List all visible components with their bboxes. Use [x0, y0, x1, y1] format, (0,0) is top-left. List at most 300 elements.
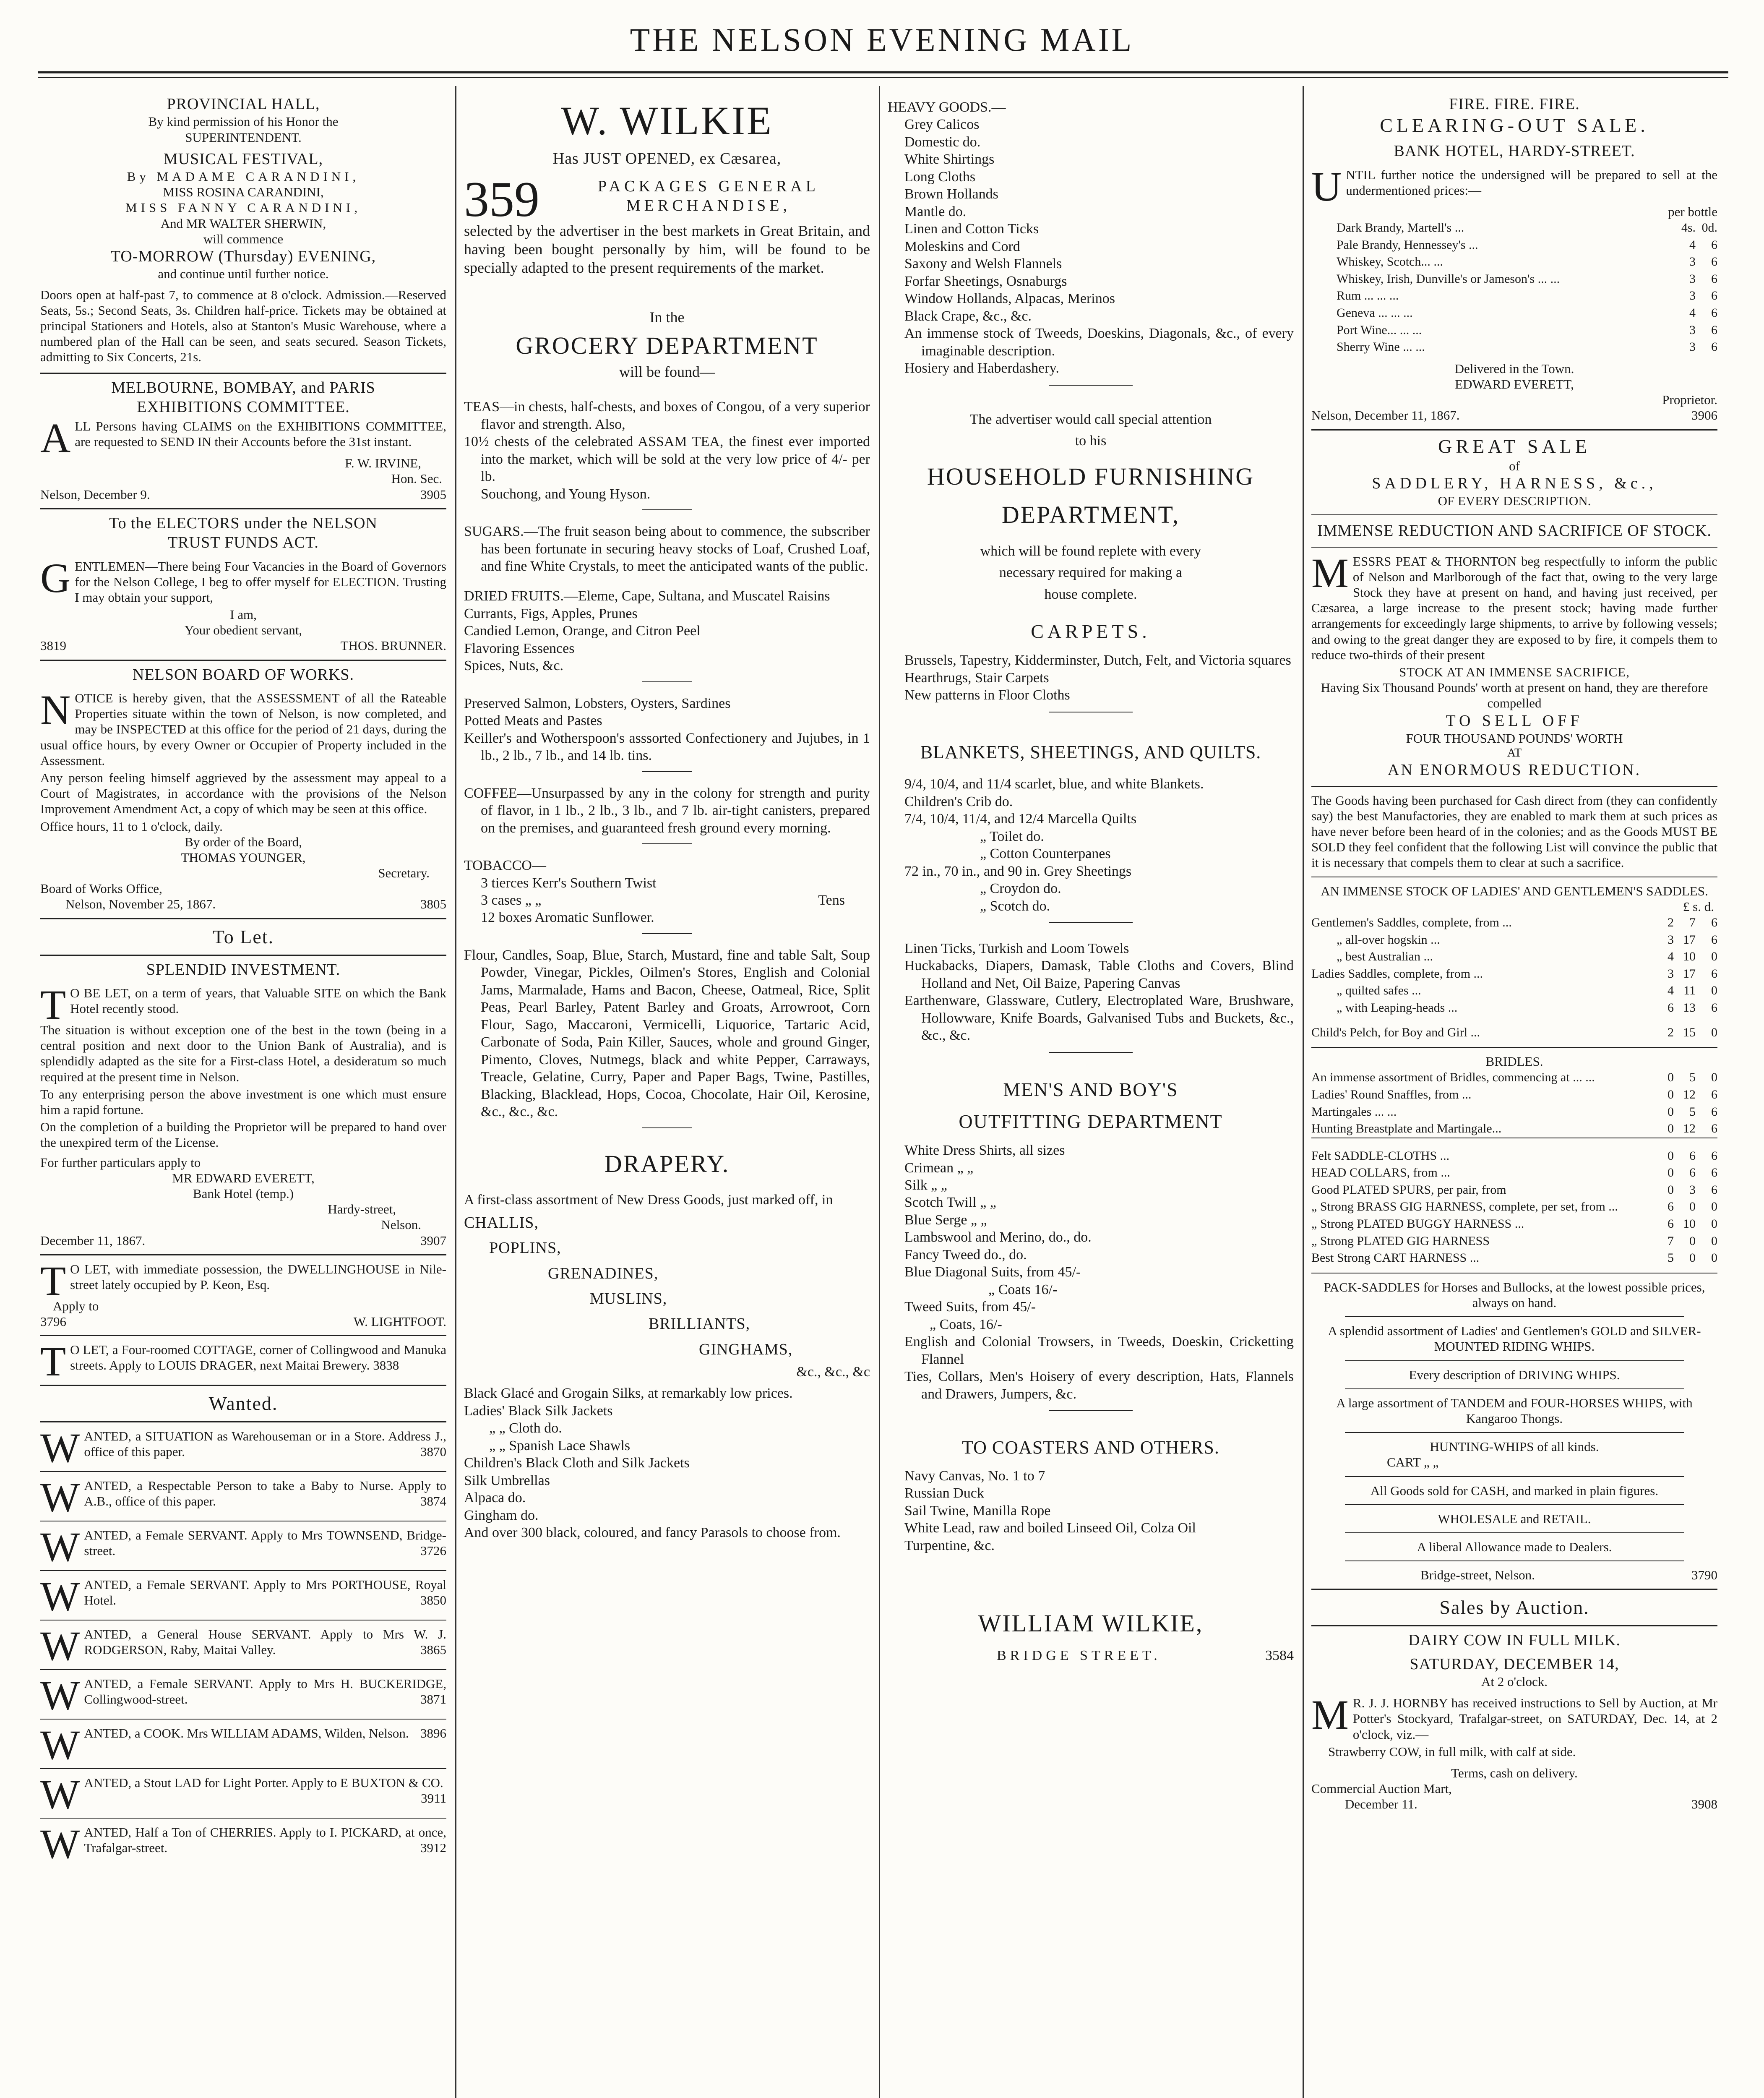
date: Nelson, December 9. — [40, 487, 150, 502]
exhibitions-committee-ad — [40, 374, 446, 509]
ad-line: CART „ „ — [1387, 1455, 1439, 1470]
table-row: Gentlemen's Saddles, complete, from ... 2 7 6 — [1311, 915, 1717, 929]
ad-line: OF EVERY DESCRIPTION. — [1438, 493, 1591, 509]
ad-line: Office hours, 11 to 1 o'clock, daily. — [40, 819, 223, 834]
table-row: „ all-over hogskin ... 3 17 6 — [1337, 932, 1717, 947]
section-heading: CARPETS. — [1031, 621, 1151, 642]
advertiser-name: W. WILKIE — [561, 98, 773, 143]
ad-line: At 2 o'clock. — [1481, 1674, 1548, 1689]
ad-number: 3850 — [420, 1593, 446, 1608]
ad-line: AT — [1507, 746, 1522, 760]
table-row: Rum ... ... ... 3 6 — [1337, 289, 1717, 303]
wanted-ad: WANTED, a Respectable Person to take a Baby to Nurse. Apply to A.B., office of this paper. 3874 — [40, 1472, 446, 1521]
column-divider — [455, 86, 456, 2098]
column-3 — [881, 90, 1300, 2098]
list-item: Silk „ „ — [904, 1177, 947, 1193]
ad-heading: TO-MORROW (Thursday) EVENING, — [110, 248, 376, 266]
ad-body: selected by the advertiser in the best markets in Great Britain, and having been bought personally by him, will be found to be specially adapted to the present requirements of the market. — [464, 222, 870, 276]
list-item: „ Coats 16/- — [988, 1281, 1058, 1297]
splendid-investment-ad — [40, 956, 446, 1255]
list-item: English and Colonial Trowsers, in Tweeds, Doeskin, Cricketting Flannel — [904, 1334, 1294, 1367]
list-item: Ties, Collars, Men's Hoisery of every description, Hats, Flannels and Drawers, Jumpers, &c. — [904, 1369, 1294, 1402]
ad-heading: IMMENSE REDUCTION AND SACRIFICE OF STOCK. — [1317, 522, 1712, 540]
ad-number: 3905 — [420, 487, 446, 502]
ad-line: Board of Works Office, — [40, 881, 162, 896]
ad-heading: EXHIBITIONS COMMITTEE. — [137, 398, 350, 416]
signature: Hon. Sec. — [391, 471, 442, 486]
grocery-item: SUGARS.—The fruit season being about to commence, the subscriber has been fortunate in securing heavy stocks of Loaf, Crushed Loaf, and fine White Crystals, to meet the anticipated wants of the public. — [464, 524, 870, 574]
list-item: „ Coats, 16/- — [930, 1316, 1002, 1332]
ad-number: 3907 — [420, 1233, 446, 1248]
list-item: Hearthrugs, Stair Carpets — [904, 670, 1049, 686]
list-item: Black Crape, &c., &c. — [904, 308, 1032, 324]
drop-cap: A — [40, 415, 71, 462]
list-item: Tweed Suits, from 45/- — [904, 1299, 1036, 1315]
grocery-item: 10½ chests of the celebrated ASSAM TEA, the finest ever imported into the market, which will be sold at the very low price of 4/- per lb. — [464, 434, 870, 485]
ad-heading: TRUST FUNDS ACT. — [168, 534, 319, 552]
ad-heading: NELSON BOARD OF WORKS. — [132, 665, 354, 684]
ad-line: A splendid assortment of Ladies' and Gentlemen's GOLD and SILVER-MOUNTED RIDING WHIPS. — [1328, 1323, 1701, 1354]
wanted-ad: WANTED, a Female SERVANT. Apply to Mrs TOWNSEND, Bridge-street. 3726 — [40, 1521, 446, 1571]
ad-body: ANTED, a SITUATION as Warehouseman or in a Store. Address J., office of this paper. — [84, 1429, 446, 1459]
blankets-list — [888, 775, 1294, 915]
wanted-ad: WANTED, a SITUATION as Warehouseman or in a Store. Address J., office of this paper. 3870 — [40, 1422, 446, 1472]
ad-body: On the completion of a building the Proprietor will be prepared to hand over the unexpired term of the License. — [40, 1119, 446, 1150]
ad-line: Hardy-street, — [328, 1202, 396, 1217]
address: BRIDGE STREET. — [997, 1647, 1161, 1663]
list-item: Russian Duck — [904, 1485, 984, 1501]
ad-line: By MADAME CARANDINI, — [127, 169, 360, 184]
ad-number: 3908 — [1691, 1797, 1717, 1812]
list-item: White Lead, raw and boiled Linseed Oil, Colza Oil — [904, 1520, 1196, 1536]
list-item: White Dress Shirts, all sizes — [904, 1143, 1065, 1159]
ad-heading: MELBOURNE, BOMBAY, and PARIS — [111, 378, 375, 397]
table-row: „ Strong PLATED GIG HARNESS 7 0 0 — [1311, 1234, 1717, 1248]
table-row: „ Strong BRASS GIG HARNESS, complete, per set, from ... 6 0 0 — [1311, 1200, 1717, 1214]
list-item: Turpentine, &c. — [904, 1537, 995, 1553]
provincial-hall-ad — [40, 90, 446, 374]
dwellinghouse-ad — [40, 1255, 446, 1336]
carpets-list — [888, 652, 1294, 704]
ad-line: Having Six Thousand Pounds' worth at present on hand, they are therefore compelled — [1321, 680, 1708, 711]
list-item: Domestic do. — [904, 134, 981, 150]
ad-line: will be found— — [619, 363, 715, 381]
signature: Proprietor. — [1662, 392, 1717, 407]
drop-cap: G — [40, 554, 71, 601]
ad-number: 3805 — [420, 897, 446, 912]
grocery-item: 12 boxes Aromatic Sunflower. — [481, 910, 654, 926]
drop-cap: N — [40, 686, 71, 733]
column-divider — [879, 86, 880, 2098]
ad-line: The advertiser would call special attention — [969, 411, 1212, 427]
table-row: Good PLATED SPURS, per pair, from 0 3 6 — [1311, 1182, 1717, 1197]
grocery-item: Flour, Candles, Soap, Blue, Starch, Mustard, fine and table Salt, Soup Powder, Vinegar, Pickles, Oilmen's Stores, English and Colonial Jams, Marmalade, Hams and Bacon, Cheese, Oatmeal, Rice, Split Peas, Pearl Barley, Patent Barley and Groats, Arrowroot, Corn Flour, Sago, Maccaroni, Vermicelli, Liquorice, Tartaric Acid, Carbonate of Soda, Pain Killer, Sauces, whole and ground Ginger, Pimento, Cloves, Nutmegs, black and white Pepper, Carraways, Treacle, Gelatine, Curry, Paper and Paper Bags, Twine, Pastilles, Blacking, Blacklead, Hops, Cocoa, Chocolate, Hair Oil, Kerosine, &c., &c., &c. — [464, 947, 870, 1120]
ad-body: The Goods having been purchased for Cash direct from (they can confidently say) the best Manufactories, they are enabled to mark them at such prices as have never before been heard of in the colonies; and as the Goods MUST BE SOLD they feel confident that the following List will convince the public that it is necessary that compels them to clear at such a sacrifice. — [1311, 793, 1717, 870]
heavy-goods-list — [888, 116, 1294, 377]
ad-body: The situation is without exception one of the best in the town (being in a central position and next door to the Union Bank of Australia), and is splendidly adapted as the site for a First-class Hotel, a desideratum so much required at the present time in Nelson. — [40, 1023, 446, 1084]
department-heading: DEPARTMENT, — [1001, 501, 1180, 529]
ad-line: Delivered in the Town. — [1454, 361, 1574, 376]
grocery-item: Currants, Figs, Apples, Prunes — [464, 605, 638, 621]
ad-number: 3796 — [40, 1314, 66, 1329]
drop-cap: M — [1311, 549, 1349, 596]
wanted-ad: WANTED, a General House SERVANT. Apply to Mrs W. J. RODGERSON, Raby, Maitai Valley. 3865 — [40, 1620, 446, 1670]
ad-body: ANTED, Half a Ton of CHERRIES. Apply to I. PICKARD, at once, Trafalgar-street. — [84, 1825, 446, 1855]
ad-number: 3906 — [1691, 408, 1717, 423]
wanted-ad: WANTED, a Stout LAD for Light Porter. Apply to E BUXTON & CO. 3911 — [40, 1769, 446, 1819]
grocery-item: 3 tierces Kerr's Southern Twist — [481, 875, 657, 891]
table-row: Whiskey, Irish, Dunville's or Jameson's ... ... 3 6 — [1337, 271, 1717, 286]
ad-heading: DAIRY COW IN FULL MILK. — [1408, 1631, 1621, 1649]
department-heading: HOUSEHOLD FURNISHING — [927, 463, 1255, 491]
ad-line: MISS FANNY CARANDINI, — [125, 200, 361, 215]
grocery-item: Candied Lemon, Orange, and Citron Peel — [464, 623, 701, 639]
ad-body: ANTED, a Respectable Person to take a Baby to Nurse. Apply to A.B., office of this paper. — [84, 1478, 446, 1509]
ad-line: house complete. — [1044, 586, 1137, 602]
table-row: Child's Pelch, for Boy and Girl ... 2 15 0 — [1311, 1025, 1717, 1039]
ad-body: ANTED, a Female SERVANT. Apply to Mrs H. BUCKERIDGE, Collingwood-street. — [84, 1676, 446, 1707]
table-row: Hunting Breastplate and Martingale... 0 12 6 — [1311, 1122, 1717, 1136]
saddles-price-table — [1311, 914, 1717, 1041]
list-item: Fancy Tweed do., do. — [904, 1247, 1027, 1263]
column-label: per bottle — [1668, 204, 1717, 219]
newspaper-title: THE NELSON EVENING MAIL — [630, 21, 1134, 58]
grocery-item: Keiller's and Wotherspoon's asssorted Confectionery and Jujubes, in 1 lb., 2 lb., 7 lb., and 14 lb. tins. — [464, 730, 870, 764]
drapery-item: „ „ Spanish Lace Shawls — [489, 1438, 631, 1453]
grocery-item: Flavoring Essences — [464, 640, 575, 656]
signature: Secretary. — [378, 866, 430, 881]
table-row: „ quilted safes ... 4 11 0 — [1337, 984, 1717, 998]
ad-line: and continue until further notice. — [158, 266, 329, 282]
liquor-price-table — [1311, 219, 1717, 356]
ad-line: Bank Hotel (temp.) — [193, 1186, 294, 1201]
ad-line: to his — [1075, 433, 1107, 449]
drapery-item: &c., &c., &c — [796, 1364, 870, 1380]
grocery-item: 3 cases „ „ — [481, 892, 542, 908]
section-heading: BLANKETS, SHEETINGS, AND QUILTS. — [920, 741, 1261, 762]
list-item: Forfar Sheetings, Osnaburgs — [904, 273, 1067, 289]
list-item: Grey Calicos — [904, 117, 980, 133]
ad-number: 3870 — [420, 1444, 446, 1459]
ad-line: which will be found replete with every — [980, 543, 1201, 559]
ad-heading: BRIDLES. — [1485, 1054, 1543, 1069]
package-count: 359 — [464, 176, 539, 220]
list-item: Brown Hollands — [904, 186, 998, 202]
signature: EDWARD EVERETT, — [1455, 376, 1574, 391]
section-heading: Wanted. — [208, 1393, 278, 1414]
ad-heading: AN ENORMOUS REDUCTION. — [1387, 761, 1642, 779]
drapery-item: „ „ Cloth do. — [489, 1420, 562, 1436]
coasters-list — [888, 1467, 1294, 1554]
ad-heading: SPLENDID INVESTMENT. — [146, 960, 341, 979]
list-item: „ Toilet do. — [980, 828, 1044, 844]
ad-body: ANTED, a Female SERVANT. Apply to Mrs TOWNSEND, Bridge-street. — [84, 1528, 446, 1558]
ad-number: 3838 — [373, 1358, 399, 1373]
ad-line: A liberal Allowance made to Dealers. — [1417, 1539, 1612, 1554]
ad-line: I am, — [230, 607, 257, 622]
signature: WILLIAM WILKIE, — [978, 1610, 1204, 1637]
ad-body: Doors open at half-past 7, to commence at 8 o'clock. Admission.—Reserved Seats, 5s.; Second Seats, 3s. Children half-price. Tickets may be obtained at principal Stationers and Hotels, also at Stanton's Music Warehouse, where a numbered plan of the Hall can be seen, and seats secured. Season Tickets, admitting to Six Concerts, 21s. — [40, 287, 446, 365]
drapery-item: Children's Black Cloth and Silk Jackets — [464, 1455, 690, 1471]
list-item: Linen and Cotton Ticks — [904, 221, 1039, 237]
drapery-item: Ladies' Black Silk Jackets — [464, 1403, 613, 1419]
ad-line: FOUR THOUSAND POUNDS' WORTH — [1406, 731, 1623, 746]
list-item: Huckabacks, Diapers, Damask, Table Cloths and Covers, Blind Holland and Net, Oil Baize, Papering Canvas — [904, 958, 1294, 991]
table-row: Dark Brandy, Martell's ... 4s. 0d. — [1337, 221, 1717, 235]
to-let-heading-box — [40, 919, 446, 956]
drapery-item: Black Glacé and Grogain Silks, at remarkably low prices. — [464, 1386, 793, 1401]
list-item: Mantle do. — [904, 204, 967, 219]
ad-heading: SATURDAY, DECEMBER 14, — [1410, 1655, 1619, 1673]
table-row: Best Strong CART HARNESS ... 5 0 0 — [1311, 1251, 1717, 1265]
ad-line: Nelson. — [381, 1217, 421, 1232]
ad-line: HUNTING-WHIPS of all kinds. — [1430, 1439, 1599, 1454]
list-item: Blue Diagonal Suits, from 45/- — [904, 1264, 1081, 1280]
column-4 — [1305, 90, 1724, 2098]
date: December 11, 1867. — [40, 1233, 146, 1248]
ad-line: For further particulars apply to — [40, 1155, 201, 1170]
fabric-name: BRILLIANTS, — [649, 1315, 750, 1333]
ad-heading: PACKAGES GENERAL — [598, 177, 819, 195]
list-item: 72 in., 70 in., and 90 in. Grey Sheetings — [904, 863, 1132, 879]
column-1 — [34, 90, 453, 2098]
list-item: Hosiery and Haberdashery. — [904, 360, 1059, 376]
ad-line: PACK-SADDLES for Horses and Bullocks, at the lowest possible prices, always on hand. — [1324, 1279, 1705, 1310]
table-row: „ best Australian ... 4 10 0 — [1337, 950, 1717, 964]
grocery-item: Tens — [818, 892, 845, 908]
list-item: Scotch Twill „ „ — [904, 1195, 996, 1211]
wanted-ad: WANTED, a COOK. Mrs WILLIAM ADAMS, Wilden, Nelson. 3896 — [40, 1720, 446, 1769]
drop-cap: M — [1311, 1691, 1349, 1738]
table-row: Geneva ... ... ... 4 6 — [1337, 305, 1717, 320]
ad-line: will commence — [203, 231, 284, 246]
table-row: Ladies Saddles, complete, from ... 3 17 6 — [1311, 966, 1717, 981]
masthead — [0, 17, 1764, 76]
ad-heading: FIRE. FIRE. FIRE. — [1449, 95, 1580, 113]
list-item: White Shirtings — [904, 151, 995, 167]
ad-line: Your obedient servant, — [184, 623, 302, 638]
ad-body: ANTED, a COOK. Mrs WILLIAM ADAMS, Wilden, Nelson. — [84, 1726, 409, 1741]
signature: W. LIGHTFOOT. — [353, 1314, 446, 1329]
ad-line: SUPERINTENDENT. — [185, 130, 302, 145]
ad-line: By order of the Board, — [185, 834, 302, 849]
ad-heading: MUSICAL FESTIVAL, — [163, 150, 323, 168]
ad-line: of — [1509, 458, 1520, 473]
list-item: Lambswool and Merino, do., do. — [904, 1229, 1092, 1245]
ad-number: 3911 — [421, 1791, 446, 1806]
table-row: Martingales ... ... 0 5 6 — [1311, 1104, 1717, 1119]
list-item: Navy Canvas, No. 1 to 7 — [904, 1468, 1045, 1484]
list-item: „ Croydon do. — [980, 881, 1061, 897]
ad-line: A large assortment of TANDEM and FOUR-HORSES WHIPS, with Kangaroo Thongs. — [1336, 1395, 1693, 1426]
ad-number: 3912 — [420, 1840, 446, 1855]
drop-cap: T — [40, 981, 66, 1028]
column-divider — [1303, 86, 1304, 2098]
drop-cap: T — [40, 1338, 66, 1385]
ad-body: ANTED, a General House SERVANT. Apply to Mrs W. J. RODGERSON, Raby, Maitai Valley. — [84, 1627, 446, 1657]
list-item: Linen Ticks, Turkish and Loom Towels — [904, 941, 1129, 956]
fabric-name: CHALLIS, — [464, 1213, 539, 1232]
ad-number: 3726 — [420, 1543, 446, 1558]
ad-line: All Goods sold for CASH, and marked in plain figures. — [1370, 1483, 1659, 1498]
ad-line: And MR WALTER SHERWIN, — [160, 216, 326, 231]
grocery-item: Spices, Nuts, &c. — [464, 658, 564, 674]
grocery-item: Souchong, and Young Hyson. — [481, 486, 651, 502]
ad-subheading: Has JUST OPENED, ex Cæsarea, — [552, 149, 782, 167]
table-row: Ladies' Round Snaffles, from ... 0 12 6 — [1311, 1087, 1717, 1101]
wanted-ad: WANTED, Half a Ton of CHERRIES. Apply to I. PICKARD, at once, Trafalgar-street. 3912 — [40, 1821, 446, 1868]
list-item: Children's Crib do. — [904, 793, 1013, 809]
ad-body: O BE LET, on a term of years, that Valuable SITE on which the Bank Hotel recently stood. — [70, 986, 446, 1016]
table-row: Whiskey, Scotch... ... 3 6 — [1337, 255, 1717, 269]
department-heading: OUTFITTING DEPARTMENT — [959, 1110, 1223, 1132]
table-row: „ Strong PLATED BUGGY HARNESS ... 6 10 0 — [1311, 1217, 1717, 1231]
ad-body: LL Persons having CLAIMS on the EXHIBITIONS COMMITTEE, are requested to SEND IN their Accounts before the 31st instant. — [75, 419, 446, 449]
column-label: £ s. d. — [1683, 899, 1714, 914]
table-row: Felt SADDLE-CLOTHS ... 0 6 6 — [1311, 1138, 1717, 1165]
ad-number: 3584 — [1265, 1647, 1294, 1663]
wanted-ad: WANTED, a Female SERVANT. Apply to Mrs PORTHOUSE, Royal Hotel. 3850 — [40, 1571, 446, 1620]
date: Nelson, December 11, 1867. — [1311, 408, 1460, 423]
fabric-name: MUSLINS, — [590, 1289, 667, 1307]
ad-number: 3874 — [420, 1494, 446, 1509]
ad-line: Commercial Auction Mart, — [1311, 1781, 1452, 1796]
ad-number: 3896 — [420, 1726, 446, 1741]
masthead-rule — [38, 71, 1728, 78]
ad-heading: GREAT SALE — [1438, 435, 1591, 457]
ad-line: WHOLESALE and RETAIL. — [1438, 1511, 1591, 1526]
fabric-name: POPLINS, — [489, 1239, 561, 1257]
ad-line: In the — [649, 308, 685, 326]
ad-heading: CLEARING-OUT SALE. — [1380, 115, 1649, 136]
bank-hotel-sale-ad — [1311, 90, 1717, 431]
ad-line: MISS ROSINA CARANDINI, — [163, 185, 324, 200]
ad-body: OTICE is hereby given, that the ASSESSMENT of all the Rateable Properties situate within the town of Nelson, is now completed, and may be INSPECTED at this office for the period of 21 days, during the usual office hours, by every Owner or Occupier of Property included in the Assessment. — [40, 691, 446, 768]
list-item: Sail Twine, Manilla Rope — [904, 1503, 1051, 1519]
grocery-item: Potted Meats and Pastes — [464, 713, 602, 729]
fabric-name: GINGHAMS, — [699, 1340, 793, 1358]
department-heading: MEN'S AND BOY'S — [1003, 1078, 1178, 1100]
section-heading: HEAVY GOODS.— — [888, 99, 1006, 115]
wanted-heading-box — [40, 1386, 446, 1422]
drapery-item: Silk Umbrellas — [464, 1472, 550, 1488]
drapery-item: Alpaca do. — [464, 1490, 526, 1506]
board-of-works-ad — [40, 661, 446, 919]
section-heading: TO COASTERS AND OTHERS. — [962, 1437, 1219, 1458]
grocery-item: COFFEE—Unsurpassed by any in the colony for strength and purity of flavor, in 1 lb., 2 lb., 3 lb., and 7 lb. air-tight canisters, prepared on the premises, and guaranteed fresh ground every morning. — [464, 785, 870, 836]
ad-line: Terms, cash on delivery. — [1451, 1766, 1578, 1781]
ad-number: 3819 — [40, 638, 66, 653]
drop-cap: T — [40, 1257, 66, 1304]
drapery-item: Gingham do. — [464, 1507, 539, 1523]
ad-body: ESSRS PEAT & THORNTON beg respectfully to inform the public of Nelson and Marlborough of the fact that, owing to the very large Stock they have at present on hand, and having just received, per Cæsarea, a large increase to the present stock; having made further arrangements for exceedingly large shipments, to arrive by following vessels; and owing to the great danger they are exposed to by fire, it compels them to reduce two-thirds of their present — [1311, 553, 1717, 662]
table-row: Pale Brandy, Hennessey's ... 4 6 — [1337, 237, 1717, 252]
table-row: Port Wine... ... ... 3 6 — [1337, 323, 1717, 337]
list-item: An immense stock of Tweeds, Doeskins, Diagonals, &c., of every imaginable description. — [904, 326, 1294, 359]
signature: F. W. IRVINE, — [345, 456, 421, 471]
grocery-item: TEAS—in chests, half-chests, and boxes of Congou, of a very superior flavor and strength. Also, — [464, 399, 870, 432]
ad-heading: PROVINCIAL HALL, — [167, 95, 320, 113]
ad-line: By kind permission of his Honor the — [148, 114, 339, 129]
electors-ad — [40, 509, 446, 661]
list-item: „ Scotch do. — [980, 898, 1050, 914]
table-row: HEAD COLLARS, from ... 0 6 6 — [1311, 1166, 1717, 1180]
ad-body: R. J. J. HORNBY has received instructions to Sell by Auction, at Mr Potter's Stockyard, Trafalgar-street, on SATURDAY, Dec. 14, at 2 o'clock, viz.— — [1352, 1696, 1717, 1742]
date: Nelson, November 25, 1867. — [65, 897, 216, 912]
ad-heading: BANK HOTEL, HARDY-STREET. — [1394, 142, 1635, 160]
ad-number: 3865 — [420, 1642, 446, 1657]
grocery-item: TOBACCO— — [464, 858, 546, 874]
ad-body: O LET, with immediate possession, the DWELLINGHOUSE in Nile-street lately occupied by P. Keon, Esq. — [70, 1261, 446, 1292]
grocery-item: Preserved Salmon, Lobsters, Oysters, Sardines — [464, 695, 731, 711]
address: Bridge-street, Nelson. — [1420, 1568, 1535, 1583]
date: December 11. — [1345, 1797, 1417, 1812]
list-item: „ Cotton Counterpanes — [980, 846, 1111, 862]
drapery-item: A first-class assortment of New Dress Goods, just marked off, in — [464, 1192, 833, 1208]
ad-body: Any person feeling himself aggrieved by the assessment may appeal to a Court of Magistrates, in accordance with the provisions of the Nelson Improvement Amendment Act, a copy of which may be seen at this office. — [40, 770, 446, 817]
section-heading: To Let. — [212, 926, 274, 947]
list-item: Earthenware, Glassware, Cutlery, Electroplated Ware, Brushware, Hollowware, Knife Boards, Galvanised Tubs and Buckets, &c., &c., &c. — [904, 993, 1294, 1044]
linen-list — [888, 940, 1294, 1044]
auction-heading-box — [1311, 1590, 1717, 1626]
ad-body: O LET, a Four-roomed COTTAGE, corner of Collingwood and Manuka streets. Apply to LOUIS DRAGER, next Maitai Brewery. — [70, 1342, 446, 1373]
list-item: Window Hollands, Alpacas, Merinos — [904, 291, 1115, 307]
table-row: Sherry Wine ... ... 3 6 — [1337, 340, 1717, 354]
ad-heading: AN IMMENSE STOCK OF LADIES' AND GENTLEMEN'S SADDLES. — [1321, 883, 1708, 898]
ad-heading: To the ELECTORS under the NELSON — [109, 514, 378, 532]
signature: THOMAS YOUNGER, — [181, 850, 306, 865]
table-row: An immense assortment of Bridles, commencing at ... ... 0 5 0 — [1311, 1070, 1717, 1085]
ad-heading: SADDLERY, HARNESS, &c., — [1372, 474, 1657, 492]
list-item: Long Cloths — [904, 169, 976, 185]
bridles-price-table — [1311, 1069, 1717, 1267]
ad-body: ENTLEMEN—There being Four Vacancies in the Board of Governors for the Nelson College, I beg to offer myself for ELECTION. Trusting I may obtain your support, — [75, 558, 446, 605]
list-item: Crimean „ „ — [904, 1160, 974, 1176]
ad-body: To any enterprising person the above investment is one which must ensure him a rapid fortune. — [40, 1086, 446, 1117]
ad-line: STOCK AT AN IMMENSE SACRIFICE, — [1399, 665, 1630, 680]
packages-block — [464, 177, 870, 220]
list-item: 7/4, 10/4, 11/4, and 12/4 Marcella Quilts — [904, 811, 1137, 827]
fabric-name: GRENADINES, — [548, 1264, 659, 1282]
drop-cap: U — [1311, 163, 1342, 210]
wanted-ad: WANTED, a Female SERVANT. Apply to Mrs H. BUCKERIDGE, Collingwood-street. 3871 — [40, 1670, 446, 1720]
ad-number: 3790 — [1691, 1568, 1717, 1583]
ad-line: necessary required for making a — [999, 565, 1183, 581]
drapery-item: And over 300 black, coloured, and fancy Parasols to choose from. — [464, 1525, 841, 1541]
ad-heading: TO SELL OFF — [1446, 712, 1583, 730]
outfitting-list — [888, 1142, 1294, 1403]
section-heading: Sales by Auction. — [1439, 1597, 1589, 1618]
signature: THOS. BRUNNER. — [340, 638, 446, 653]
dairy-cow-auction-ad — [1311, 1626, 1717, 1818]
list-item: New patterns in Floor Cloths — [904, 687, 1070, 703]
ad-heading: MERCHANDISE, — [626, 197, 791, 215]
list-item: 9/4, 10/4, and 11/4 scarlet, blue, and white Blankets. — [904, 776, 1204, 792]
list-item: Blue Serge „ „ — [904, 1212, 987, 1228]
grocery-item: DRIED FRUITS.—Eleme, Cape, Sultana, and Muscatel Raisins — [464, 588, 830, 604]
list-item: Brussels, Tapestry, Kidderminster, Dutch, Felt, and Victoria squares — [904, 652, 1291, 668]
ad-line: Every description of DRIVING WHIPS. — [1409, 1367, 1620, 1382]
table-row: „ with Leaping-heads ... 6 13 6 — [1337, 1000, 1717, 1015]
saddlery-sale-ad — [1311, 431, 1717, 1590]
cottage-ad — [40, 1336, 446, 1386]
ad-body: NTIL further notice the undersigned will be prepared to sell at the undermentioned prices:— — [1346, 167, 1717, 198]
list-item: Saxony and Welsh Flannels — [904, 256, 1062, 272]
signature: MR EDWARD EVERETT, — [172, 1170, 315, 1185]
ad-number: 3871 — [420, 1692, 446, 1707]
ad-body: ANTED, a Stout LAD for Light Porter. Apply to E BUXTON & CO. — [84, 1775, 443, 1790]
list-item: Moleskins and Cord — [904, 238, 1020, 254]
